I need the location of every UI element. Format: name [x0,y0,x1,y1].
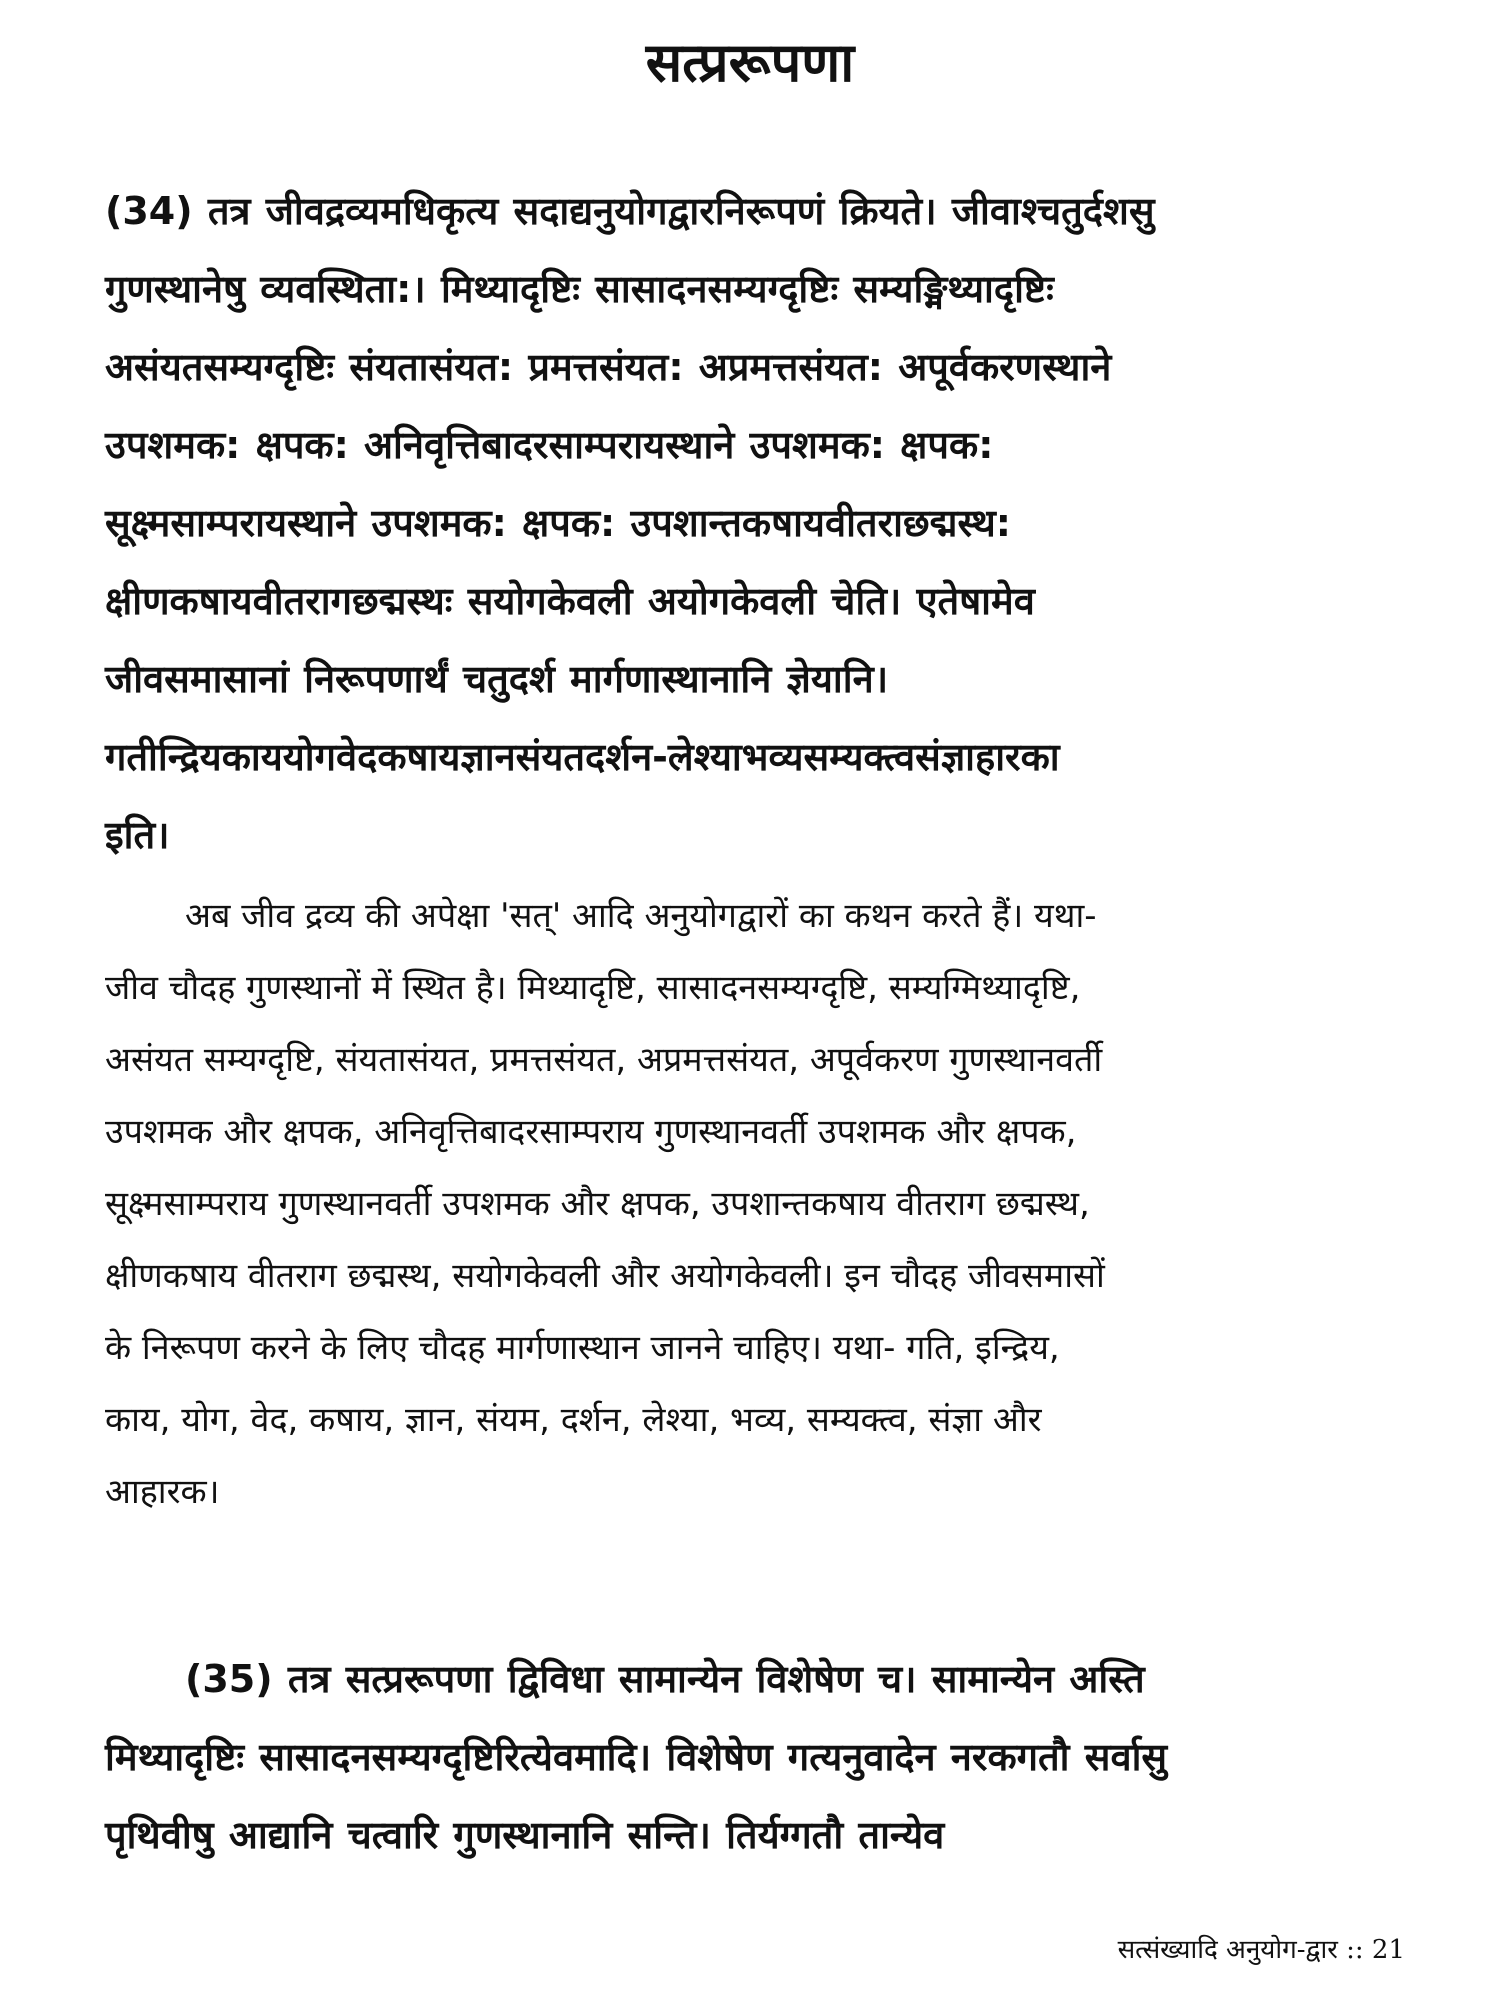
text-line: जीवसमासानां निरूपणार्थं चतुदर्श मार्गणास्थानानि ज्ञेयानि। [105,657,889,701]
text-line: असंयत सम्यग्दृष्टि, संयतासंयत, प्रमत्तसंयत, अप्रमत्तसंयत, अपूर्वकरण गुणस्थानवर्ती [105,1040,1103,1080]
text-line: क्षीणकषायवीतरागछद्मस्थः सयोगकेवली अयोगकेवली चेति। एतेषामेव [105,579,1035,623]
text-line: इति। [105,813,170,857]
text-line: क्षीणकषाय वीतराग छद्मस्थ, सयोगकेवली और अयोगकेवली। इन चौदह जीवसमासों [105,1256,1105,1296]
text-line: के निरूपण करने के लिए चौदह मार्गणास्थान जानने चाहिए। यथा- गति, इन्द्रिय, [105,1328,1060,1368]
text-line: सूक्ष्मसाम्परायस्थाने उपशमक: क्षपक: उपशान्तकषायवीतराछद्मस्थ: [105,501,1011,545]
page-title: सत्प्ररूपणा [645,31,855,94]
text-line: आहारक। [105,1472,220,1512]
text-line: अब जीव द्रव्य की अपेक्षा 'सत्' आदि अनुयोगद्वारों का कथन करते हैं। यथा- [185,896,1097,936]
text-line: मिथ्यादृष्टिः सासादनसम्यग्दृष्टिरित्येवमादि। विशेषेण गत्यनुवादेन नरकगतौ सर्वासु [105,1735,1168,1779]
text-line: सूक्ष्मसाम्पराय गुणस्थानवर्ती उपशमक और क्षपक, उपशान्तकषाय वीतराग छद्मस्थ, [105,1184,1090,1224]
text-line: (35) तत्र सत्प्ररूपणा द्विविधा सामान्येन विशेषेण च। सामान्येन अस्ति [185,1657,1145,1701]
text-line: जीव चौदह गुणस्थानों में स्थित है। मिथ्यादृष्टि, सासादनसम्यग्दृष्टि, सम्यग्मिथ्यादृष्टि, [105,968,1081,1008]
text-line: गतीन्द्रियकाययोगवेदकषायज्ञानसंयतदर्शन-लेश्याभव्यसम्यक्त्वसंज्ञाहारका [105,735,1060,779]
page-footer: सत्संख्यादि अनुयोग-द्वार :: 21 [1117,1935,1405,1965]
text-line: उपशमक और क्षपक, अनिवृत्तिबादरसाम्पराय गुणस्थानवर्ती उपशमक और क्षपक, [105,1112,1077,1152]
text-line: काय, योग, वेद, कषाय, ज्ञान, संयम, दर्शन, लेश्या, भव्य, सम्यक्त्व, संज्ञा और [105,1400,1042,1440]
paragraph-35-sanskrit [105,1640,1405,1874]
paragraph-34-sanskrit [105,172,1405,874]
text-line: उपशमक: क्षपक: अनिवृत्तिबादरसाम्परायस्थाने उपशमक: क्षपक: [105,423,994,467]
text-line: पृथिवीषु आद्यानि चत्वारि गुणस्थानानि सन्ति। तिर्यग्गतौ तान्येव [105,1813,945,1857]
text-line: (34) तत्र जीवद्रव्यमधिकृत्य सदाद्यनुयोगद्वारनिरूपणं क्रियते। जीवाश्चतुर्दशसु [105,189,1155,233]
text-line: असंयतसम्यग्दृष्टिः संयतासंयत: प्रमत्तसंयत: अप्रमत्तसंयत: अपूर्वकरणस्थाने [105,345,1112,389]
text-line: गुणस्थानेषु व्यवस्थिता:। मिथ्यादृष्टिः सासादनसम्यग्दृष्टिः सम्यङ्मिथ्यादृष्टिः [105,267,1054,311]
paragraph-34-hindi [105,880,1405,1528]
